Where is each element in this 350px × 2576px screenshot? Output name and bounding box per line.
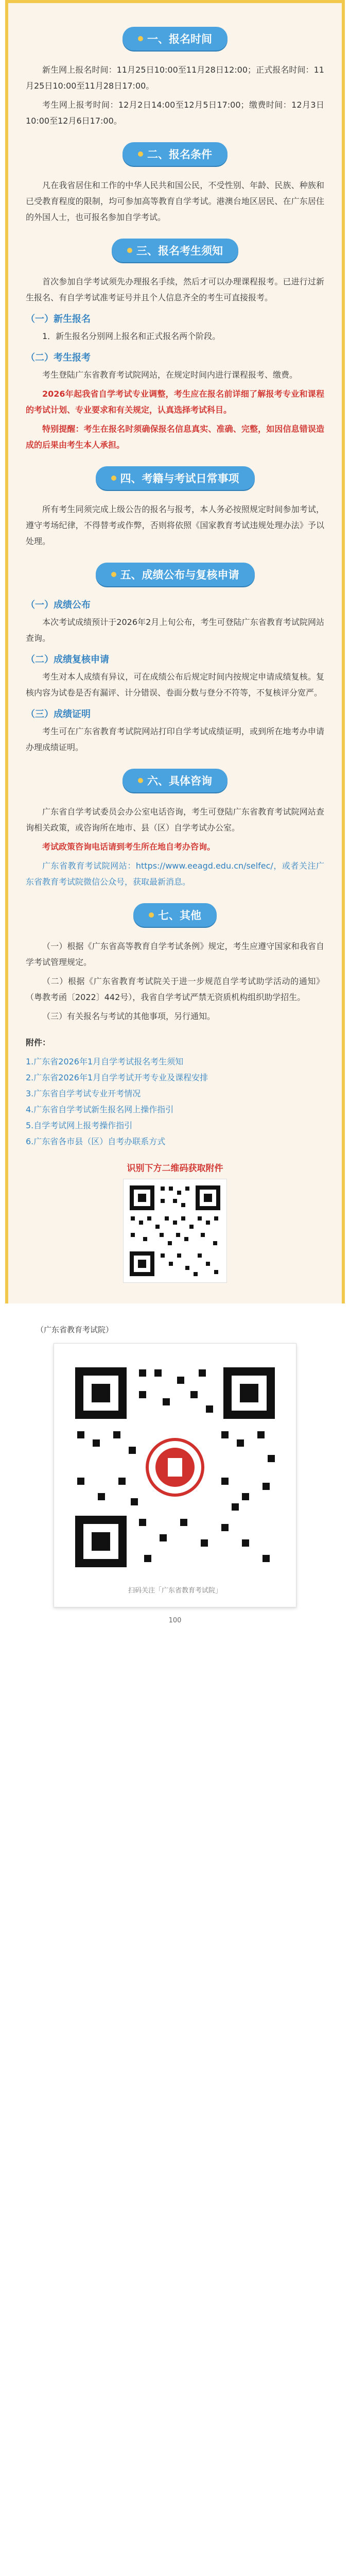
paragraph: （三）有关报名与考试的其他事项，另行通知。 [42, 1011, 216, 1021]
section-heading-4: 四、考籍与考试日常事项 [26, 466, 324, 490]
paragraph-highlight: 2026年起我省自学考试专业调整，考生应在报名前详细了解报考专业和课程的考试计划、专业要求和有关规定，认真选择考试科目。 [26, 389, 324, 415]
qr-label: 识别下方二维码获取附件 [127, 1163, 223, 1174]
attachment-link[interactable]: 4.广东省自学考试新生报名网上操作指引 [26, 1105, 174, 1114]
follow-qr-card [54, 1343, 296, 1607]
paragraph-highlight: 特别提醒：考生在报名时须确保报名信息真实、准确、完整，如因信息错误造成的后果由考生本人承担。 [26, 424, 324, 450]
attachment-link[interactable]: 2.广东省2026年1月自学考试开考专业及课程安排 [26, 1073, 208, 1082]
attachments-qr-code-icon[interactable] [123, 1179, 227, 1283]
subheading: （二）考生报考 [26, 352, 91, 363]
subheading: （二）成绩复核申请 [26, 654, 109, 665]
dot-icon [138, 778, 143, 783]
subheading: （一）成绩公布 [26, 600, 91, 611]
attachment-link[interactable]: 5.自学考试网上报考操作指引 [26, 1121, 133, 1130]
dot-icon [127, 248, 132, 253]
dot-icon [138, 151, 143, 157]
paragraph: 1．新生报名分别网上报名和正式报名两个阶段。 [42, 331, 221, 341]
paragraph: （二）根据《广东省教育考试院关于进一步规范自学考试助学活动的通知》（粤教考函〔2022〕442号），我省自学考试严禁无资质机构组织助学招生。 [26, 976, 324, 1002]
paragraph: 考生网上报考时间：12月2日14:00至12月5日17:00；缴费时间：12月3日10:00至12月6日17:00。 [26, 100, 324, 126]
subheading: （三）成绩证明 [26, 709, 91, 720]
paragraph: 考生可在广东省教育考试院网站打印自学考试成绩证明，或到所在地考办申请办理成绩证明。 [26, 726, 324, 752]
website-link[interactable]: 广东省教育考试院网站：https://www.eeagd.edu.cn/selfec/，或者关注广东省教育考试院微信公众号，获取最新消息。 [26, 861, 324, 887]
dot-icon [111, 476, 116, 481]
attachment-link[interactable]: 3.广东省自学考试专业开考情况 [26, 1089, 141, 1098]
attachment-link[interactable]: 6.广东省各市县（区）自考办联系方式 [26, 1137, 166, 1146]
organization-name: （广东省教育考试院） [36, 1325, 114, 1334]
attachment-link[interactable]: 1.广东省2026年1月自学考试报名考生须知 [26, 1057, 184, 1066]
card-caption: 扫码关注「广东省教育考试院」 [128, 1587, 222, 1595]
paragraph: 考生登陆广东省教育考试院网站，在规定时间内进行课程报考、缴费。 [42, 370, 298, 380]
section-heading-3: 三、报名考生须知 [26, 239, 324, 262]
dot-icon [111, 572, 116, 577]
paragraph-highlight: 考试政策咨询电话请到考生所在地自考办咨询。 [42, 842, 216, 852]
paragraph: （一）根据《广东省高等教育自学考试条例》规定，考生应遵守国家和我省自学考试管理规定。 [26, 941, 324, 967]
paragraph: 新生网上报名时间：11月25日10:00至11月28日12:00；正式报名时间：11月25日10:00至11月28日17:00。 [26, 65, 324, 91]
paragraph: 考生对本人成绩有异议，可在成绩公布后规定时间内按规定申请成绩复核。复核内容为试卷是否有漏评、计分错误、卷面分数与登分不符等，不复核评分宽严。 [26, 672, 324, 698]
paragraph: 首次参加自学考试须先办理报名手续，然后才可以办理课程报考。已进行过新生报名、有自学考试准考证号并且个人信息齐全的考生可直接报考。 [26, 277, 324, 302]
section-heading-2: 二、报名条件 [26, 142, 324, 166]
section-heading-1: 一、报名时间 [26, 27, 324, 50]
section-heading-6: 六、具体咨询 [26, 769, 324, 792]
subheading: （一）新生报名 [26, 314, 91, 325]
attachments-title: 附件： [26, 1038, 51, 1047]
section-heading-7: 七、其他 [26, 903, 324, 927]
wechat-qr-code-icon[interactable] [67, 1359, 283, 1575]
paragraph: 所有考生同须完成上级公告的报名与报考，本人务必按照规定时间参加考试，遵守考场纪律，不得替考或作弊，否则将依照《国家教育考试违规处理办法》予以处理。 [26, 504, 324, 546]
attachments-qr-block [26, 1161, 324, 1283]
paragraph: 凡在我省居住和工作的中华人民共和国公民，不受性别、年龄、民族、种族和已受教育程度的限制，均可参加高等教育自学考试。港澳台地区居民、在广东居住的外国人士，也可报名参加自学考试。 [26, 180, 324, 222]
dot-icon [149, 912, 154, 918]
dot-icon [138, 36, 143, 41]
paragraph: 广东省自学考试委员会办公室电话咨询，考生可登陆广东省教育考试院网站查询相关政策，或咨询所在地市、县（区）自学考试办公室。 [26, 807, 324, 833]
article-body [5, 3, 345, 1303]
paragraph: 本次考试成绩预计于2026年2月上旬公布，考生可登陆广东省教育考试院网站查询。 [26, 617, 324, 643]
page-number: 100 [168, 1617, 182, 1624]
section-heading-5: 五、成绩公布与复核申请 [26, 563, 324, 586]
